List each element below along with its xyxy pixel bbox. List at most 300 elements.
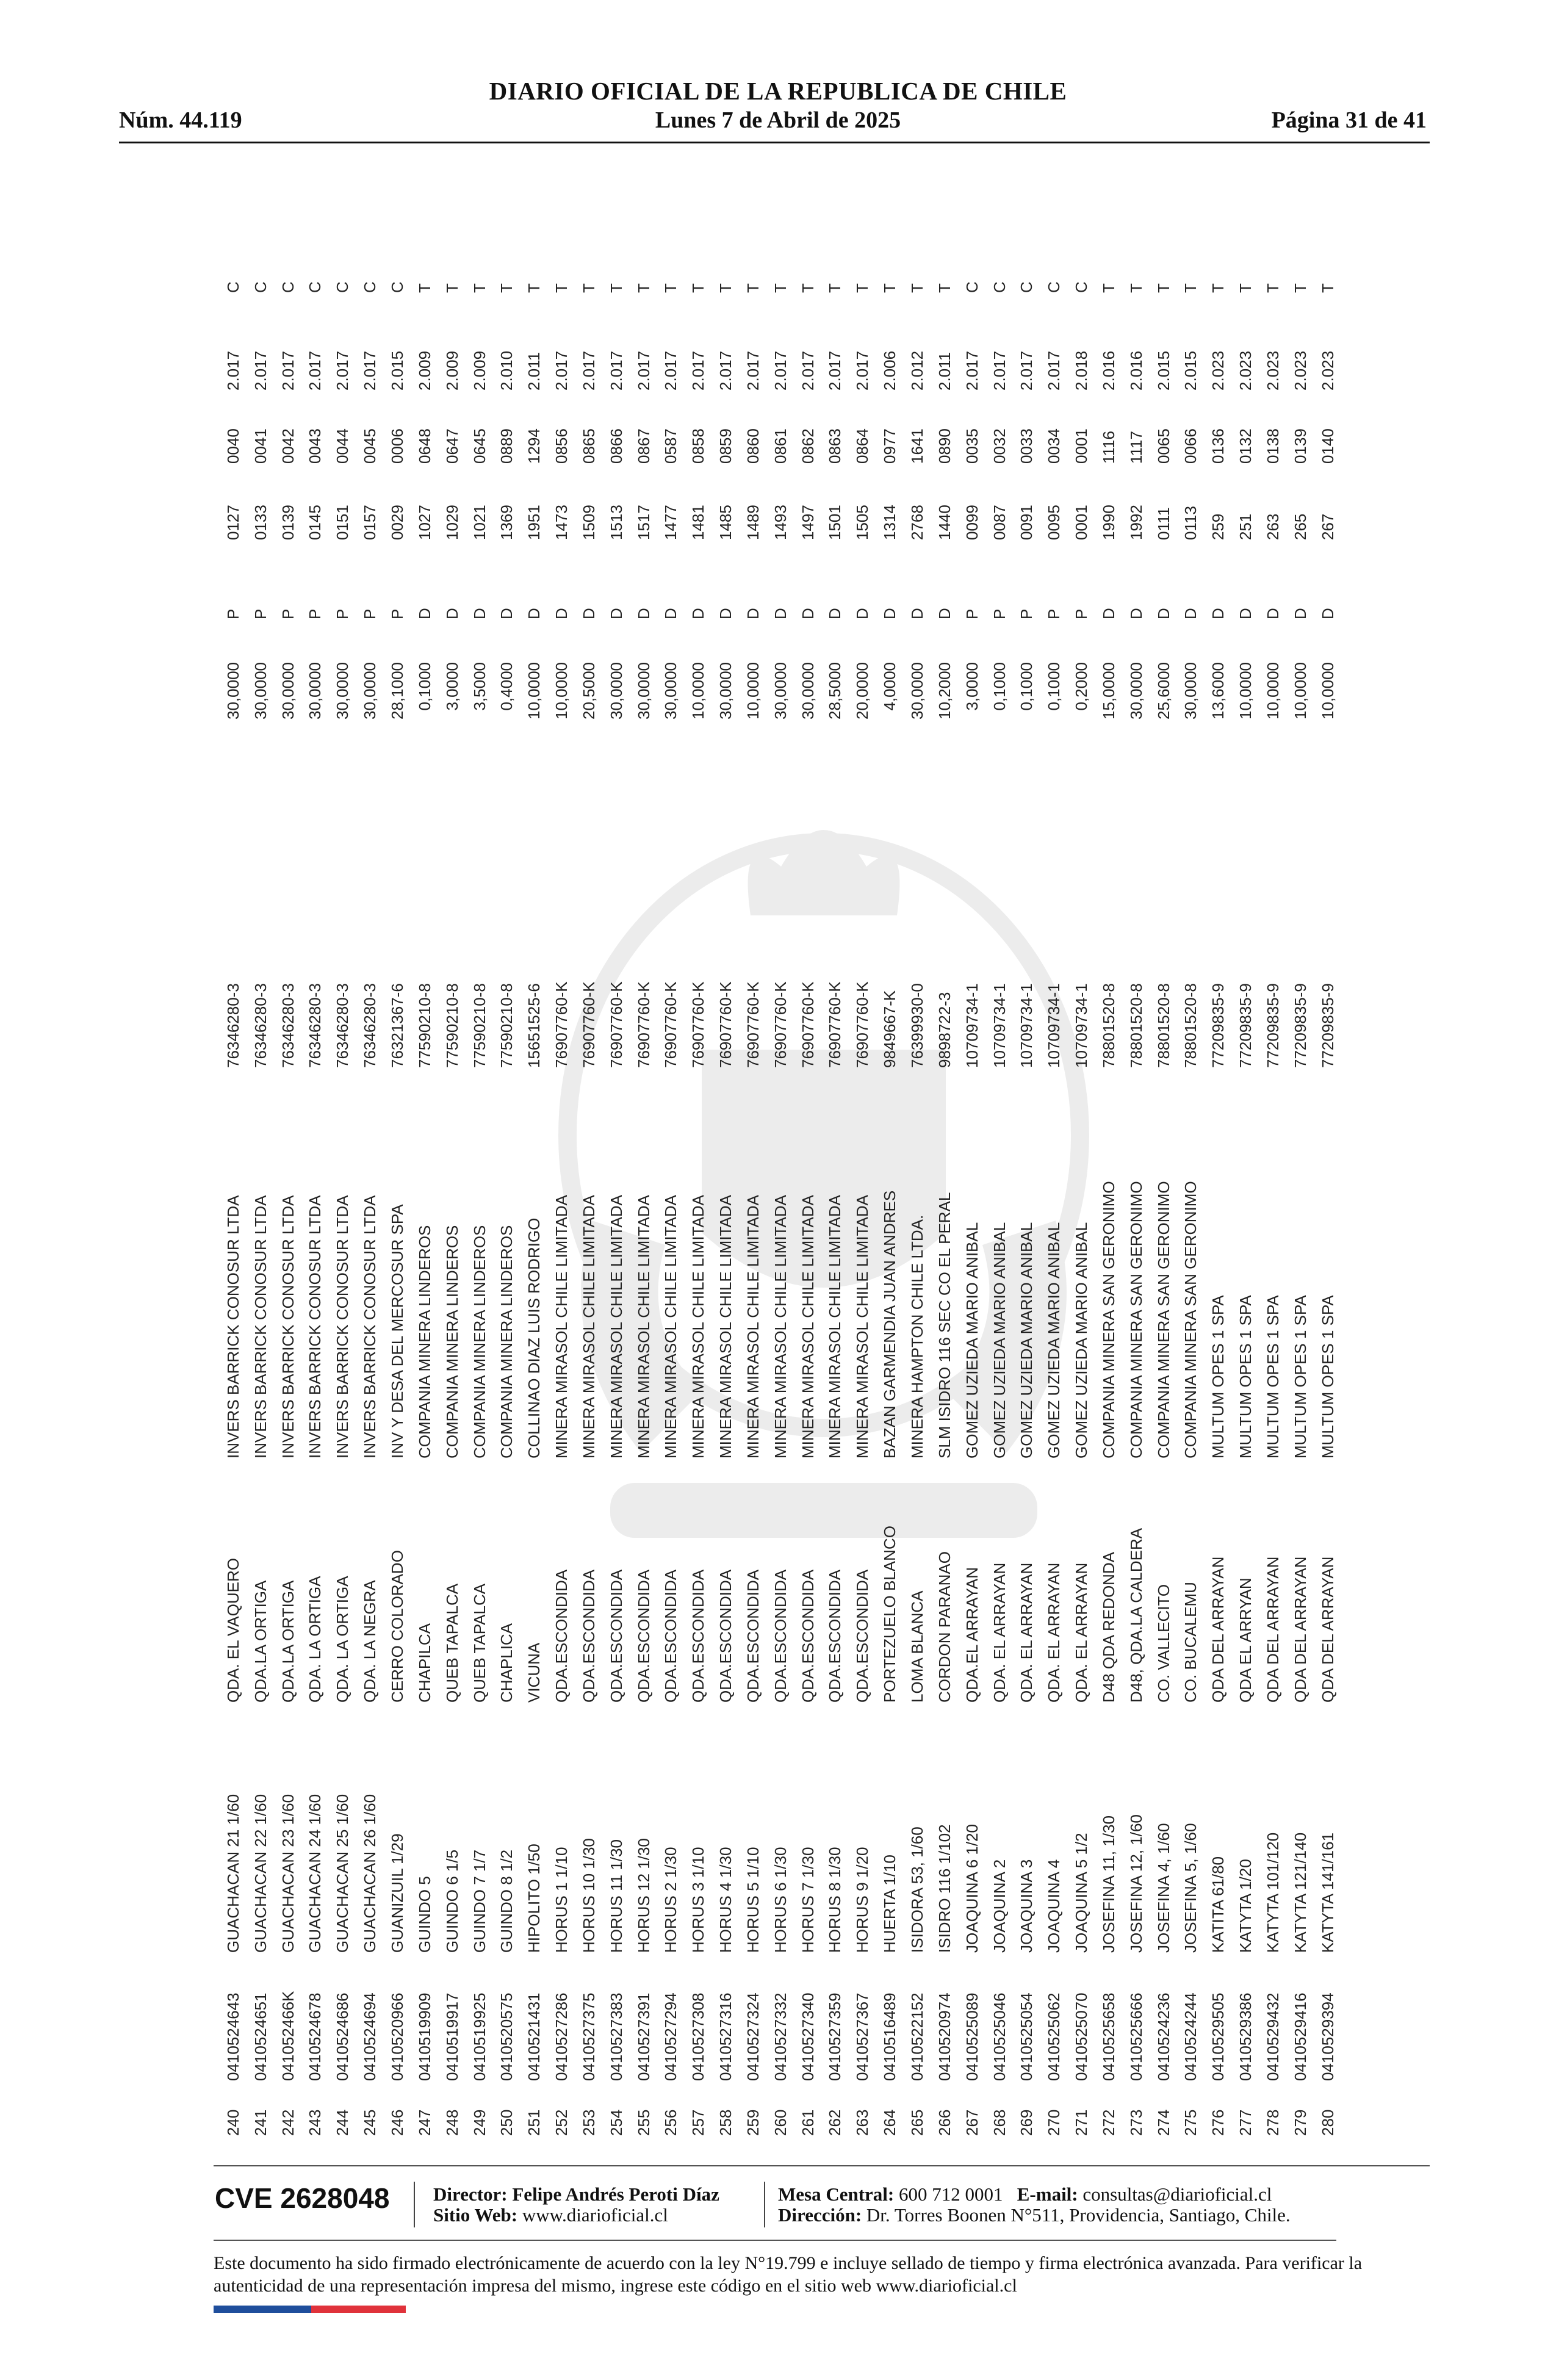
owner-rut-cell: 77209835-9 bbox=[1263, 983, 1282, 1068]
rol-nacional-cell: 0410527316 bbox=[716, 1992, 735, 2081]
hectares-cell: 30,0000 bbox=[251, 662, 270, 719]
hectares-cell: 0,1000 bbox=[1017, 662, 1036, 711]
year-cell: 2.017 bbox=[278, 350, 297, 391]
row-number-cell: 261 bbox=[798, 2109, 817, 2136]
foja-cell: 1497 bbox=[798, 505, 817, 540]
status-cell: T bbox=[1126, 283, 1145, 293]
foja-cell: 0099 bbox=[962, 505, 981, 540]
owner-name-cell: INVERS BARRICK CONOSUR LTDA bbox=[223, 1195, 242, 1459]
owner-rut-cell: 76399930-0 bbox=[908, 983, 927, 1068]
year-cell: 2.017 bbox=[607, 350, 625, 391]
table-row bbox=[247, 207, 275, 2136]
number-cell: 0864 bbox=[853, 428, 872, 464]
number-cell: 0138 bbox=[1263, 428, 1282, 464]
foja-cell: 1473 bbox=[552, 505, 571, 540]
owner-name-cell: INVERS BARRICK CONOSUR LTDA bbox=[278, 1195, 297, 1459]
row-number-cell: 240 bbox=[223, 2109, 242, 2136]
concession-type-cell: P bbox=[278, 608, 297, 619]
rol-nacional-cell: 0410527367 bbox=[853, 1992, 872, 2081]
row-number-cell: 241 bbox=[251, 2109, 270, 2136]
number-cell: 0034 bbox=[1045, 428, 1064, 464]
owner-rut-cell: 76907760-K bbox=[689, 981, 708, 1068]
owner-name-cell: COMPANIA MINERA LINDEROS bbox=[497, 1225, 516, 1459]
locality-cell: D48, QDA.LA CALDERA bbox=[1126, 1527, 1145, 1703]
foja-cell: 0029 bbox=[387, 505, 406, 540]
rol-nacional-cell: 0410524643 bbox=[223, 1992, 242, 2081]
number-cell: 0859 bbox=[716, 428, 735, 464]
rol-nacional-cell: 0410520966 bbox=[387, 1992, 406, 2081]
locality-cell: QDA. LA ORTIGA bbox=[306, 1576, 325, 1703]
foja-cell: 1440 bbox=[935, 505, 954, 540]
year-cell: 2.017 bbox=[689, 350, 708, 391]
concession-type-cell: D bbox=[743, 608, 762, 619]
hectares-cell: 28,5000 bbox=[826, 662, 845, 719]
hectares-cell: 30,0000 bbox=[223, 662, 242, 719]
phone-value: 600 712 0001 bbox=[899, 2183, 1003, 2205]
website-link[interactable]: www.diarioficial.cl bbox=[522, 2204, 668, 2226]
hectares-cell: 13,6000 bbox=[1209, 662, 1228, 719]
row-number-cell: 242 bbox=[278, 2109, 297, 2136]
legal-notice: Este documento ha sido firmado electrónicamente de acuerdo con la ley N°19.799 e incluye sellado de tiempo y firma electrónica avanzada. Para verificar la autenticidad de una representación impresa del mismo, ingrese este código en el sitio web www.diarioficial.cl bbox=[214, 2253, 1363, 2296]
status-cell: T bbox=[579, 283, 598, 293]
locality-cell: QDA.ESCONDIDA bbox=[661, 1569, 680, 1703]
concession-type-cell: D bbox=[607, 608, 625, 619]
owner-rut-cell: 78801520-8 bbox=[1154, 983, 1173, 1068]
concession-type-cell: D bbox=[1236, 608, 1255, 619]
rol-nacional-cell: 0410527324 bbox=[743, 1992, 762, 2081]
rol-nacional-cell: 0410529416 bbox=[1291, 1992, 1309, 2081]
year-cell: 2.017 bbox=[223, 350, 242, 391]
rol-nacional-cell: 0410521431 bbox=[525, 1992, 544, 2081]
foja-cell: 0127 bbox=[223, 505, 242, 540]
number-cell: 0001 bbox=[1072, 428, 1091, 464]
concession-name-cell: GUINDO 5 bbox=[415, 1876, 434, 1953]
table-row bbox=[220, 207, 247, 2136]
locality-cell: QDA. LA NEGRA bbox=[361, 1580, 380, 1703]
locality-cell: QDA.ESCONDIDA bbox=[826, 1569, 845, 1703]
number-cell: 0140 bbox=[1318, 428, 1337, 464]
rol-nacional-cell: 0410527294 bbox=[661, 1992, 680, 2081]
email-link[interactable]: consultas@diarioficial.cl bbox=[1082, 2183, 1272, 2205]
owner-rut-cell: 77590210-8 bbox=[415, 983, 434, 1068]
number-cell: 0866 bbox=[607, 428, 625, 464]
owner-rut-cell: 77590210-8 bbox=[497, 983, 516, 1068]
concession-name-cell: GUANIZUIL 1/29 bbox=[387, 1833, 406, 1953]
concession-type-cell: D bbox=[935, 608, 954, 619]
foja-cell: 259 bbox=[1209, 513, 1228, 540]
year-cell: 2.017 bbox=[1017, 350, 1036, 391]
owner-rut-cell: 9898722-3 bbox=[935, 992, 954, 1068]
owner-name-cell: MINERA MIRASOL CHILE LIMITADA bbox=[716, 1195, 735, 1459]
hectares-cell: 28,1000 bbox=[387, 662, 406, 719]
year-cell: 2.017 bbox=[661, 350, 680, 391]
owner-name-cell: INVERS BARRICK CONOSUR LTDA bbox=[361, 1195, 380, 1459]
locality-cell: D48 QDA REDONDA bbox=[1099, 1551, 1118, 1703]
owner-name-cell: MINERA MIRASOL CHILE LIMITADA bbox=[771, 1195, 790, 1459]
owner-rut-cell: 10709734-1 bbox=[1017, 983, 1036, 1068]
status-cell: T bbox=[1263, 283, 1282, 293]
rol-nacional-cell: 0410527359 bbox=[826, 1992, 845, 2081]
year-cell: 2.017 bbox=[361, 350, 380, 391]
number-cell: 0041 bbox=[251, 428, 270, 464]
owner-rut-cell: 15651525-6 bbox=[525, 983, 544, 1068]
number-cell: 0889 bbox=[497, 428, 516, 464]
owner-rut-cell: 10709734-1 bbox=[1045, 983, 1064, 1068]
hectares-cell: 4,0000 bbox=[881, 662, 899, 711]
year-cell: 2.023 bbox=[1318, 350, 1337, 391]
foja-cell: 1992 bbox=[1126, 505, 1145, 540]
row-number-cell: 277 bbox=[1236, 2109, 1255, 2136]
header-divider bbox=[119, 142, 1430, 143]
year-cell: 2.011 bbox=[935, 352, 954, 391]
hectares-cell: 0,1000 bbox=[990, 662, 1009, 711]
row-number-cell: 263 bbox=[853, 2109, 872, 2136]
concession-type-cell: D bbox=[497, 608, 516, 619]
locality-cell: CORDON PARANAO bbox=[935, 1551, 954, 1703]
concession-type-cell: D bbox=[415, 608, 434, 619]
number-cell: 0645 bbox=[470, 428, 489, 464]
foja-cell: 1021 bbox=[470, 505, 489, 540]
locality-cell: QDA.LA ORTIGA bbox=[251, 1580, 270, 1703]
contact-line bbox=[778, 2183, 1272, 2205]
foja-cell: 265 bbox=[1291, 513, 1309, 540]
owner-name-cell: COLLINAO DIAZ LUIS RODRIGO bbox=[525, 1217, 544, 1459]
owner-name-cell: MULTUM OPES 1 SPA bbox=[1209, 1295, 1228, 1459]
owner-name-cell: COMPANIA MINERA SAN GERONIMO bbox=[1181, 1181, 1200, 1459]
row-number-cell: 259 bbox=[743, 2109, 762, 2136]
concession-type-cell: P bbox=[306, 608, 325, 619]
row-number-cell: 247 bbox=[415, 2109, 434, 2136]
concession-name-cell: HORUS 10 1/30 bbox=[579, 1838, 598, 1953]
row-number-cell: 272 bbox=[1099, 2109, 1118, 2136]
concession-type-cell: P bbox=[962, 608, 981, 619]
table-row bbox=[275, 207, 302, 2136]
number-cell: 0066 bbox=[1181, 428, 1200, 464]
brand-bar-red bbox=[311, 2306, 406, 2313]
status-cell: T bbox=[1209, 283, 1228, 293]
concession-type-cell: P bbox=[1072, 608, 1091, 619]
concession-type-cell: D bbox=[881, 608, 899, 619]
concession-name-cell: HORUS 8 1/30 bbox=[826, 1847, 845, 1953]
rol-nacional-cell: 0410524678 bbox=[306, 1992, 325, 2081]
number-cell: 0139 bbox=[1291, 428, 1309, 464]
table-row bbox=[466, 207, 494, 2136]
hectares-cell: 10,0000 bbox=[552, 662, 571, 719]
status-cell: T bbox=[798, 283, 817, 293]
concession-name-cell: JOSEFINA 4, 1/60 bbox=[1154, 1823, 1173, 1953]
locality-cell: QDA DEL ARRAYAN bbox=[1263, 1556, 1282, 1703]
owner-name-cell: MINERA MIRASOL CHILE LIMITADA bbox=[743, 1195, 762, 1459]
concession-name-cell: HORUS 4 1/30 bbox=[716, 1847, 735, 1953]
owner-name-cell: INVERS BARRICK CONOSUR LTDA bbox=[333, 1195, 352, 1459]
hectares-cell: 3,0000 bbox=[442, 662, 461, 711]
locality-cell: QDA.ESCONDIDA bbox=[634, 1569, 653, 1703]
owner-rut-cell: 76907760-K bbox=[634, 981, 653, 1068]
row-number-cell: 280 bbox=[1318, 2109, 1337, 2136]
rol-nacional-cell: 0410520575 bbox=[497, 1992, 516, 2081]
row-number-cell: 256 bbox=[661, 2109, 680, 2136]
concession-name-cell: KATYTA 121/140 bbox=[1291, 1832, 1309, 1953]
table-row bbox=[1259, 207, 1287, 2136]
status-cell: T bbox=[1181, 283, 1200, 293]
rol-nacional-cell: 0410525658 bbox=[1099, 1992, 1118, 2081]
status-cell: T bbox=[908, 283, 927, 293]
rol-nacional-cell: 0410524244 bbox=[1181, 1992, 1200, 2081]
concession-name-cell: JOSEFINA 5, 1/60 bbox=[1181, 1823, 1200, 1953]
table-row bbox=[959, 207, 986, 2136]
hectares-cell: 30,0000 bbox=[634, 662, 653, 719]
owner-name-cell: GOMEZ UZIEDA MARIO ANIBAL bbox=[1017, 1222, 1036, 1459]
row-number-cell: 249 bbox=[470, 2109, 489, 2136]
concession-type-cell: D bbox=[1181, 608, 1200, 619]
status-cell: C bbox=[1045, 281, 1064, 293]
concession-name-cell: HORUS 2 1/30 bbox=[661, 1847, 680, 1953]
owner-rut-cell: 76346280-3 bbox=[361, 983, 380, 1068]
row-number-cell: 266 bbox=[935, 2109, 954, 2136]
row-number-cell: 270 bbox=[1045, 2109, 1064, 2136]
owner-rut-cell: 76907760-K bbox=[743, 981, 762, 1068]
website-line bbox=[433, 2204, 668, 2226]
foja-cell: 267 bbox=[1318, 513, 1337, 540]
hectares-cell: 30,0000 bbox=[798, 662, 817, 719]
owner-rut-cell: 10709734-1 bbox=[1072, 983, 1091, 1068]
locality-cell: QDA.ESCONDIDA bbox=[607, 1569, 625, 1703]
concession-name-cell: GUACHACAN 25 1/60 bbox=[333, 1794, 352, 1953]
hectares-cell: 10,2000 bbox=[935, 662, 954, 719]
foja-cell: 0157 bbox=[361, 505, 380, 540]
owner-name-cell: GOMEZ UZIEDA MARIO ANIBAL bbox=[1072, 1222, 1091, 1459]
owner-name-cell: MINERA MIRASOL CHILE LIMITADA bbox=[689, 1195, 708, 1459]
year-cell: 2.016 bbox=[1126, 350, 1145, 391]
year-cell: 2.023 bbox=[1291, 350, 1309, 391]
locality-cell: CHAPILCA bbox=[415, 1623, 434, 1703]
row-number-cell: 252 bbox=[552, 2109, 571, 2136]
foja-cell: 1505 bbox=[853, 505, 872, 540]
table-row bbox=[1095, 207, 1123, 2136]
status-cell: C bbox=[306, 281, 325, 293]
concession-name-cell: GUACHACAN 21 1/60 bbox=[223, 1794, 242, 1953]
rol-nacional-cell: 0410527391 bbox=[634, 1992, 653, 2081]
row-number-cell: 257 bbox=[689, 2109, 708, 2136]
table-row bbox=[411, 207, 439, 2136]
rol-nacional-cell: 0410524651 bbox=[251, 1992, 270, 2081]
hectares-cell: 10,0000 bbox=[1236, 662, 1255, 719]
status-cell: C bbox=[990, 281, 1009, 293]
table-row bbox=[1150, 207, 1178, 2136]
year-cell: 2.023 bbox=[1236, 350, 1255, 391]
locality-cell: QDA. EL ARRAYAN bbox=[1045, 1562, 1064, 1703]
table-row bbox=[384, 207, 411, 2136]
status-cell: C bbox=[962, 281, 981, 293]
year-cell: 2.011 bbox=[525, 352, 544, 391]
rol-nacional-cell: 0410527308 bbox=[689, 1992, 708, 2081]
status-cell: T bbox=[552, 283, 571, 293]
status-cell: C bbox=[361, 281, 380, 293]
concession-name-cell: HORUS 9 1/20 bbox=[853, 1847, 872, 1953]
row-number-cell: 264 bbox=[881, 2109, 899, 2136]
hectares-cell: 10,0000 bbox=[525, 662, 544, 719]
owner-name-cell: MULTUM OPES 1 SPA bbox=[1318, 1295, 1337, 1459]
table-row bbox=[685, 207, 712, 2136]
owner-rut-cell: 76907760-K bbox=[579, 981, 598, 1068]
owner-rut-cell: 76907760-K bbox=[607, 981, 625, 1068]
hectares-cell: 0,4000 bbox=[497, 662, 516, 711]
rol-nacional-cell: 0410520974 bbox=[935, 1992, 954, 2081]
address-line bbox=[778, 2204, 1291, 2226]
concession-name-cell: HORUS 11 1/30 bbox=[607, 1839, 625, 1953]
locality-cell: QDA.ESCONDIDA bbox=[771, 1569, 790, 1703]
status-cell: T bbox=[661, 283, 680, 293]
foja-cell: 0139 bbox=[278, 505, 297, 540]
row-number-cell: 254 bbox=[607, 2109, 625, 2136]
hectares-cell: 30,0000 bbox=[306, 662, 325, 719]
concession-type-cell: D bbox=[1154, 608, 1173, 619]
footer-divider-top bbox=[214, 2165, 1430, 2166]
owner-rut-cell: 77209835-9 bbox=[1236, 983, 1255, 1068]
status-cell: T bbox=[771, 283, 790, 293]
rol-nacional-cell: 0410529394 bbox=[1318, 1992, 1337, 2081]
foja-cell: 263 bbox=[1263, 513, 1282, 540]
locality-cell: QUEB TAPALCA bbox=[442, 1583, 461, 1703]
concession-name-cell: ISIDRO 116 1/102 bbox=[935, 1824, 954, 1953]
concession-name-cell: KATYTA 101/120 bbox=[1263, 1832, 1282, 1953]
status-cell: T bbox=[1154, 283, 1173, 293]
locality-cell: QDA. LA ORTIGA bbox=[333, 1576, 352, 1703]
concession-name-cell: ISIDORA 53, 1/60 bbox=[908, 1826, 927, 1953]
locality-cell: QDA.ESCONDIDA bbox=[579, 1569, 598, 1703]
foja-cell: 1477 bbox=[661, 505, 680, 540]
table-row bbox=[1040, 207, 1068, 2136]
website-label: Sitio Web: bbox=[433, 2204, 518, 2226]
locality-cell: QDA.ESCONDIDA bbox=[853, 1569, 872, 1703]
number-cell: 0858 bbox=[689, 428, 708, 464]
owner-rut-cell: 76907760-K bbox=[771, 981, 790, 1068]
year-cell: 2.006 bbox=[881, 350, 899, 391]
concession-name-cell: JOAQUINA 2 bbox=[990, 1859, 1009, 1953]
status-cell: C bbox=[1017, 281, 1036, 293]
number-cell: 0862 bbox=[798, 428, 817, 464]
foja-cell: 0001 bbox=[1072, 505, 1091, 540]
row-number-cell: 244 bbox=[333, 2109, 352, 2136]
locality-cell: QDA.ESCONDIDA bbox=[689, 1569, 708, 1703]
foja-cell: 0151 bbox=[333, 505, 352, 540]
issue-date: Lunes 7 de Abril de 2025 bbox=[655, 107, 901, 133]
table-row bbox=[1314, 207, 1342, 2136]
row-number-cell: 265 bbox=[908, 2109, 927, 2136]
status-cell: T bbox=[689, 283, 708, 293]
number-cell: 0035 bbox=[962, 428, 981, 464]
locality-cell: QDA.ESCONDIDA bbox=[798, 1569, 817, 1703]
row-number-cell: 250 bbox=[497, 2109, 516, 2136]
owner-name-cell: INVERS BARRICK CONOSUR LTDA bbox=[251, 1195, 270, 1459]
foja-cell: 1489 bbox=[743, 505, 762, 540]
owner-name-cell: COMPANIA MINERA SAN GERONIMO bbox=[1154, 1181, 1173, 1459]
concession-type-cell: D bbox=[1318, 608, 1337, 619]
status-cell: T bbox=[634, 283, 653, 293]
foja-cell: 0133 bbox=[251, 505, 270, 540]
owner-rut-cell: 77590210-8 bbox=[442, 983, 461, 1068]
hectares-cell: 30,0000 bbox=[278, 662, 297, 719]
foja-cell: 1027 bbox=[415, 505, 434, 540]
concession-type-cell: P bbox=[1017, 608, 1036, 619]
table-row bbox=[1178, 207, 1205, 2136]
rol-nacional-cell: 0410516489 bbox=[881, 1992, 899, 2081]
foja-cell: 1990 bbox=[1099, 505, 1118, 540]
hectares-cell: 30,0000 bbox=[771, 662, 790, 719]
concession-type-cell: D bbox=[1099, 608, 1118, 619]
year-cell: 2.017 bbox=[990, 350, 1009, 391]
status-cell: T bbox=[607, 283, 625, 293]
number-cell: 0033 bbox=[1017, 428, 1036, 464]
rol-nacional-cell: 0410524694 bbox=[361, 1992, 380, 2081]
locality-cell: QDA. EL ARRAYAN bbox=[990, 1562, 1009, 1703]
footer-separator bbox=[764, 2182, 765, 2227]
hectares-cell: 0,1000 bbox=[1045, 662, 1064, 711]
table-row bbox=[794, 207, 822, 2136]
owner-name-cell: GOMEZ UZIEDA MARIO ANIBAL bbox=[990, 1222, 1009, 1459]
number-cell: 0890 bbox=[935, 428, 954, 464]
hectares-cell: 30,0000 bbox=[661, 662, 680, 719]
concession-name-cell: JOSEFINA 12, 1/60 bbox=[1126, 1814, 1145, 1953]
number-cell: 0860 bbox=[743, 428, 762, 464]
row-number-cell: 253 bbox=[579, 2109, 598, 2136]
owner-name-cell: MULTUM OPES 1 SPA bbox=[1263, 1295, 1282, 1459]
locality-cell: QDA.LA ORTIGA bbox=[278, 1580, 297, 1703]
locality-cell: QDA.EL ARRAYAN bbox=[962, 1567, 981, 1703]
concession-name-cell: GUINDO 8 1/2 bbox=[497, 1849, 516, 1953]
number-cell: 0861 bbox=[771, 428, 790, 464]
owner-rut-cell: 76907760-K bbox=[661, 981, 680, 1068]
address-value: Dr. Torres Boonen N°511, Providencia, Santiago, Chile. bbox=[866, 2204, 1291, 2226]
year-cell: 2.017 bbox=[853, 350, 872, 391]
owner-name-cell: MINERA MIRASOL CHILE LIMITADA bbox=[634, 1195, 653, 1459]
status-cell: T bbox=[525, 283, 544, 293]
foja-cell: 2768 bbox=[908, 505, 927, 540]
owner-name-cell: GOMEZ UZIEDA MARIO ANIBAL bbox=[962, 1222, 981, 1459]
foja-cell: 1029 bbox=[442, 505, 461, 540]
year-cell: 2.012 bbox=[908, 350, 927, 391]
number-cell: 0132 bbox=[1236, 428, 1255, 464]
locality-cell: CHAPLICA bbox=[497, 1623, 516, 1703]
row-number-cell: 262 bbox=[826, 2109, 845, 2136]
concession-name-cell: JOAQUINA 5 1/2 bbox=[1072, 1833, 1091, 1953]
rol-nacional-cell: 0410519909 bbox=[415, 1992, 434, 2081]
owner-rut-cell: 78801520-8 bbox=[1126, 983, 1145, 1068]
hectares-cell: 15,0000 bbox=[1099, 662, 1118, 719]
table-row bbox=[603, 207, 630, 2136]
table-row bbox=[630, 207, 658, 2136]
rol-nacional-cell: 0410525046 bbox=[990, 1992, 1009, 2081]
owner-rut-cell: 9849667-K bbox=[881, 990, 899, 1068]
year-cell: 2.023 bbox=[1263, 350, 1282, 391]
table-row bbox=[767, 207, 794, 2136]
owner-name-cell: SLM ISIDRO 116 SEC CO EL PERAL bbox=[935, 1192, 954, 1459]
hectares-cell: 25,6000 bbox=[1154, 662, 1173, 719]
concession-type-cell: D bbox=[826, 608, 845, 619]
hectares-cell: 10,0000 bbox=[1318, 662, 1337, 719]
row-number-cell: 258 bbox=[716, 2109, 735, 2136]
foja-cell: 251 bbox=[1236, 513, 1255, 540]
foja-cell: 1485 bbox=[716, 505, 735, 540]
number-cell: 0647 bbox=[442, 428, 461, 464]
year-cell: 2.017 bbox=[251, 350, 270, 391]
owner-name-cell: BAZAN GARMENDIA JUAN ANDRES bbox=[881, 1190, 899, 1459]
owner-name-cell: MINERA MIRASOL CHILE LIMITADA bbox=[579, 1195, 598, 1459]
number-cell: 0865 bbox=[579, 428, 598, 464]
hectares-cell: 30,0000 bbox=[333, 662, 352, 719]
foja-cell: 1493 bbox=[771, 505, 790, 540]
owner-name-cell: MULTUM OPES 1 SPA bbox=[1236, 1295, 1255, 1459]
